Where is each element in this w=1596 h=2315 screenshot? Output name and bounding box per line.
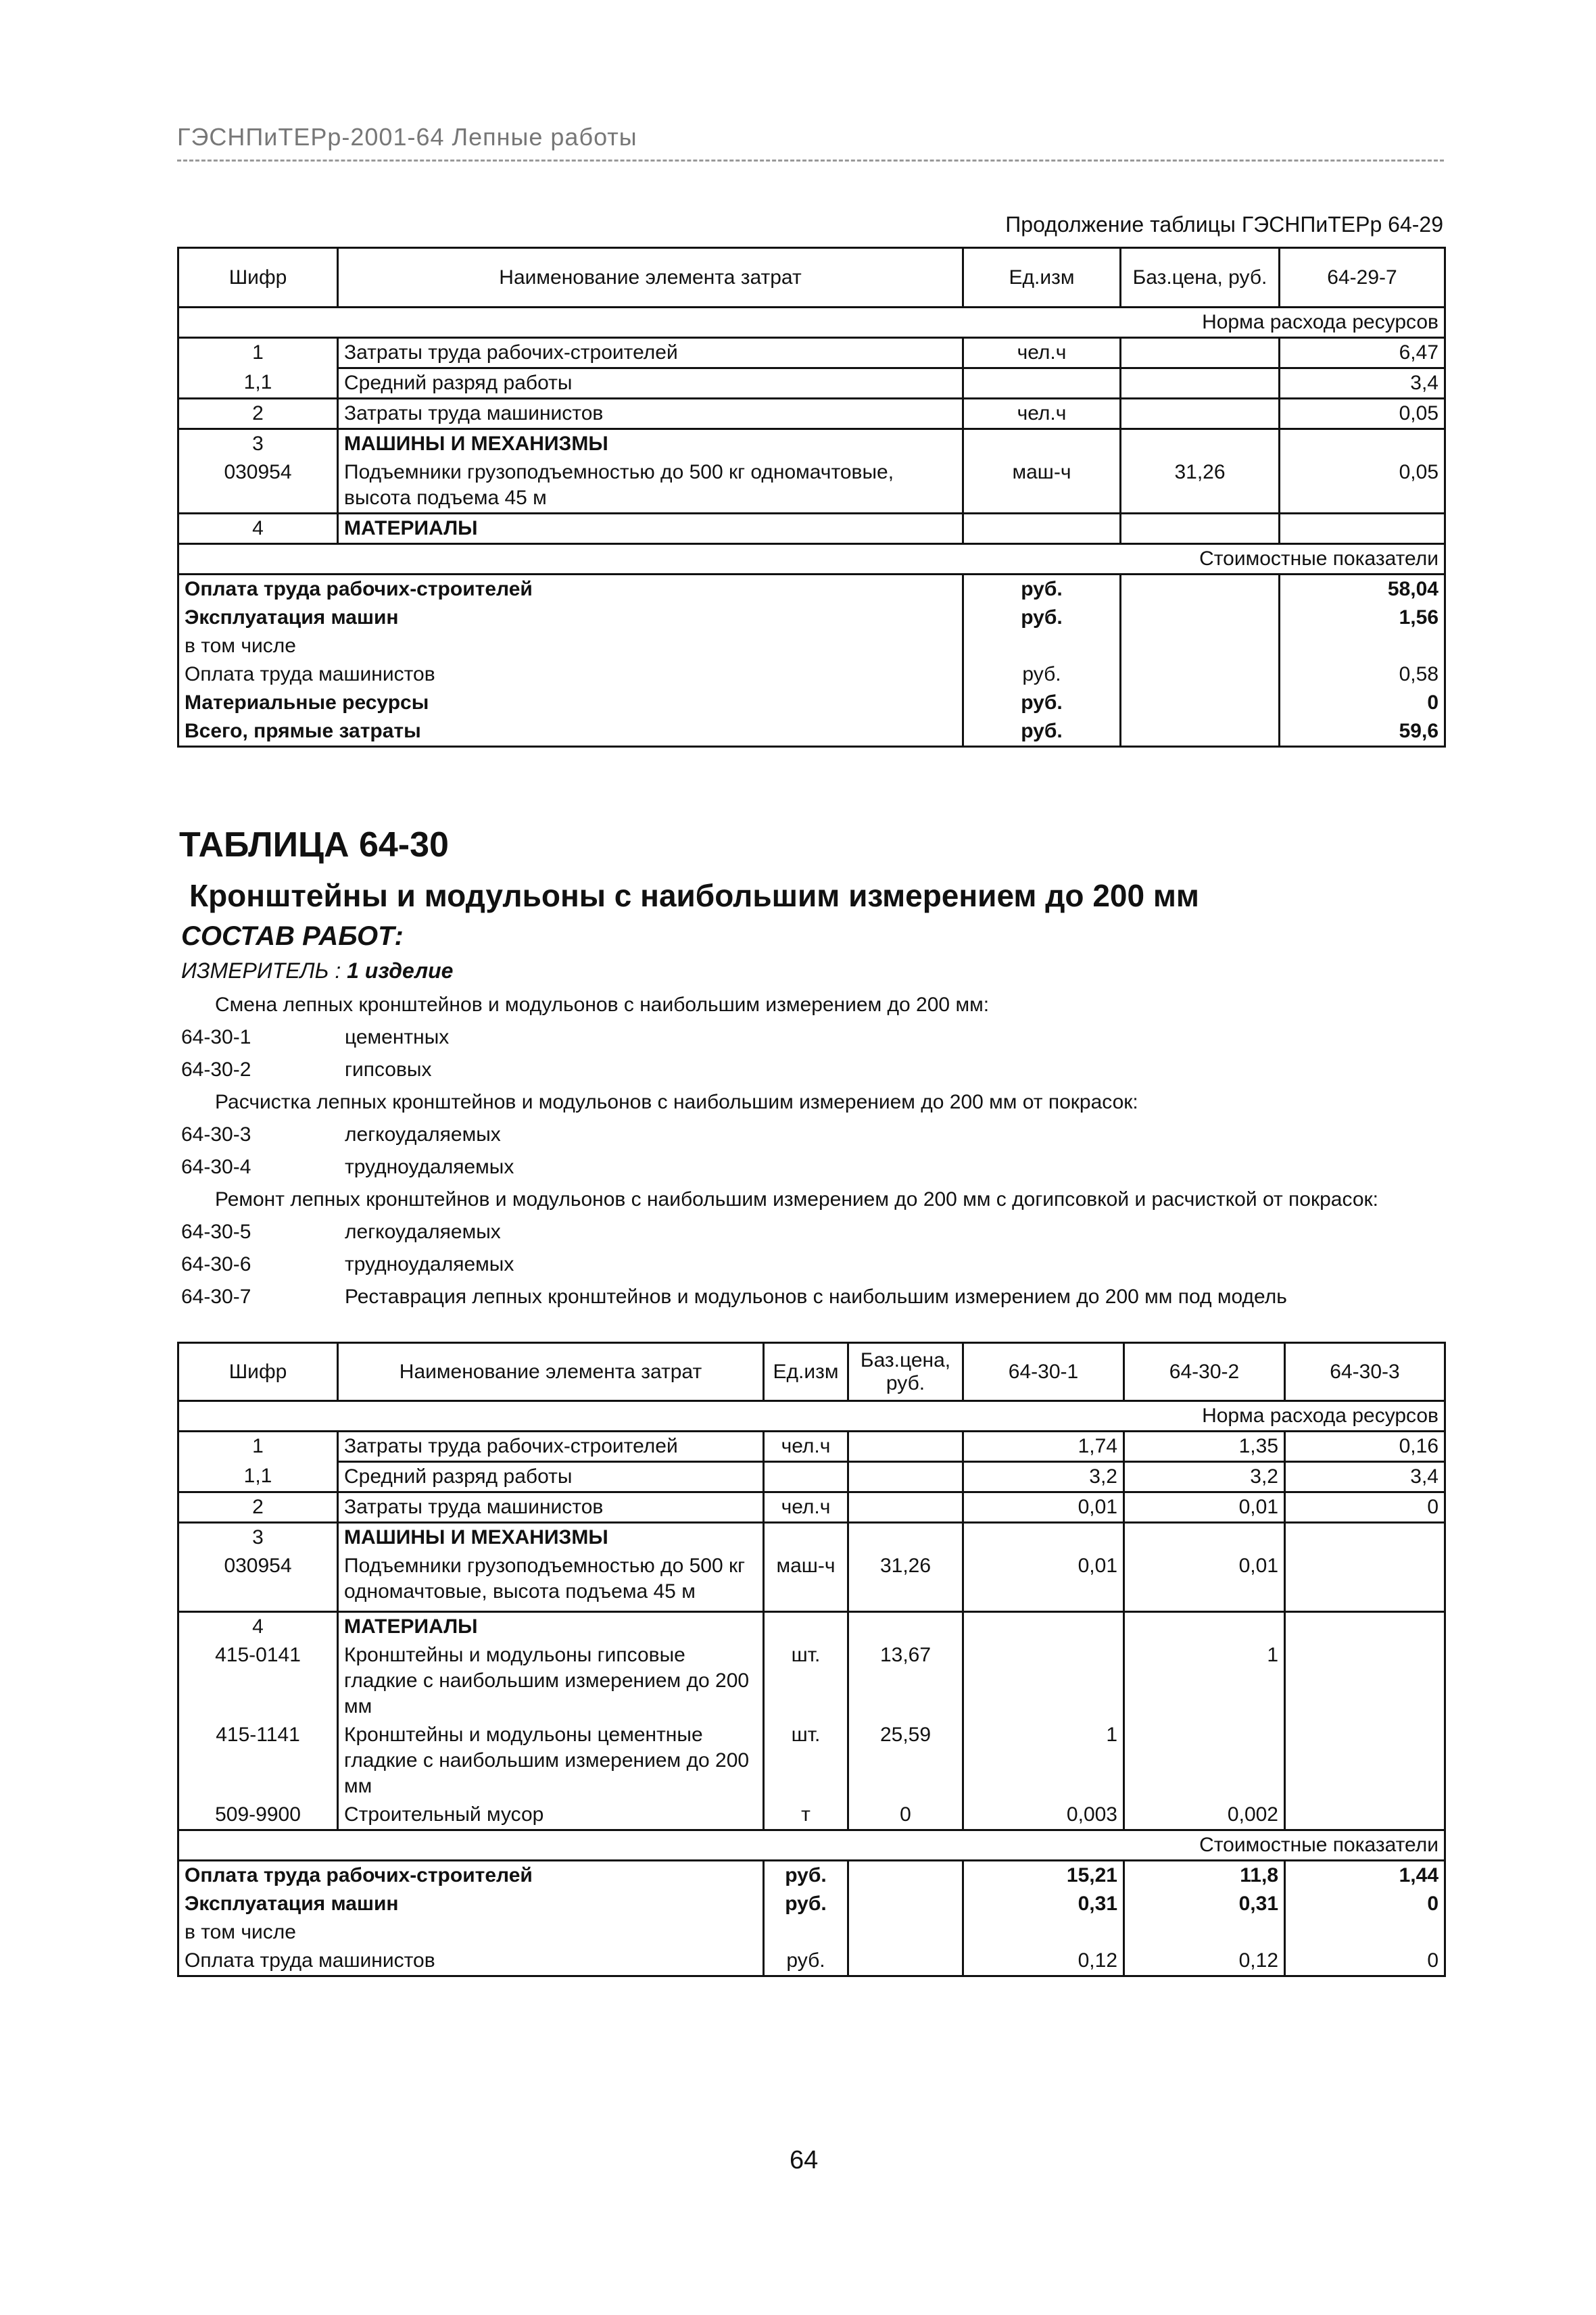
row-value: 0,01 bbox=[963, 1552, 1124, 1611]
cost-value: 1,44 bbox=[1285, 1860, 1445, 1890]
table-header-row bbox=[178, 248, 1445, 308]
table-row bbox=[178, 338, 1445, 368]
row-unit bbox=[963, 514, 1121, 544]
meter-label: ИЗМЕРИТЕЛЬ : bbox=[181, 958, 341, 983]
header-base-price: Баз.цена, руб. bbox=[848, 1343, 963, 1401]
row-price: 31,26 bbox=[848, 1552, 963, 1611]
row-value: 3,4 bbox=[1280, 368, 1445, 399]
table-row bbox=[178, 1552, 1445, 1611]
work-code: 64-30-7 bbox=[181, 1286, 251, 1308]
cost-unit: руб. bbox=[764, 1947, 848, 1976]
cost-label-row bbox=[178, 1830, 1445, 1860]
row-price bbox=[1121, 399, 1280, 429]
row-name: МАТЕРИАЛЫ bbox=[338, 1611, 764, 1641]
row-price bbox=[848, 1492, 963, 1523]
row-code: 1,1 bbox=[178, 368, 338, 399]
row-value: 3,2 bbox=[963, 1462, 1124, 1492]
header-unit: Ед.изм bbox=[764, 1343, 848, 1401]
table-subtitle: Кронштейны и модульоны с наибольшим измерением до 200 мм bbox=[189, 878, 1199, 913]
cost-unit bbox=[764, 1918, 848, 1947]
row-value bbox=[1285, 1641, 1445, 1721]
row-name: Кронштейны и модульоны гипсовые гладкие с наибольшим измерением до 200 мм bbox=[338, 1641, 764, 1721]
cost-value: 58,04 bbox=[1280, 575, 1445, 604]
row-value: 3,4 bbox=[1285, 1462, 1445, 1492]
row-value bbox=[1285, 1523, 1445, 1553]
cost-value: 0,58 bbox=[1280, 660, 1445, 689]
cost-name: Оплата труда рабочих-строителей bbox=[178, 575, 963, 604]
row-price bbox=[1121, 514, 1280, 544]
row-name: МАТЕРИАЛЫ bbox=[338, 514, 963, 544]
work-code: 64-30-2 bbox=[181, 1058, 251, 1081]
row-value: 0,16 bbox=[1285, 1432, 1445, 1462]
row-unit: чел.ч bbox=[764, 1432, 848, 1462]
cost-value bbox=[1280, 632, 1445, 660]
header-code: Шифр bbox=[178, 1343, 338, 1401]
table-64-30 bbox=[177, 1342, 1446, 1977]
work-heading: СОСТАВ РАБОТ: bbox=[181, 921, 404, 951]
cost-value: 0,12 bbox=[1124, 1947, 1285, 1976]
work-desc: легкоудаляемых bbox=[345, 1123, 501, 1146]
table-64-29 bbox=[177, 247, 1446, 748]
header-col-64-30-1: 64-30-1 bbox=[963, 1343, 1124, 1401]
cost-row bbox=[178, 632, 1445, 660]
cost-unit: руб. bbox=[963, 604, 1121, 632]
row-code: 1,1 bbox=[178, 1462, 338, 1492]
row-name: МАШИНЫ И МЕХАНИЗМЫ bbox=[338, 429, 963, 459]
row-value bbox=[963, 1641, 1124, 1721]
row-code: 1 bbox=[178, 1432, 338, 1462]
cost-name: Оплата труда машинистов bbox=[178, 1947, 764, 1976]
row-name: Подъемники грузоподъемностью до 500 кг одномачтовые, высота подъема 45 м bbox=[338, 1552, 764, 1611]
row-unit: маш-ч bbox=[764, 1552, 848, 1611]
row-unit: чел.ч bbox=[963, 399, 1121, 429]
row-code: 415-1141 bbox=[178, 1721, 338, 1801]
row-value: 1,74 bbox=[963, 1432, 1124, 1462]
cost-unit bbox=[963, 632, 1121, 660]
cost-value bbox=[963, 1918, 1124, 1947]
row-unit: маш-ч bbox=[963, 458, 1121, 514]
table-row bbox=[178, 514, 1445, 544]
row-value: 0,01 bbox=[1124, 1492, 1285, 1523]
cost-value: 0 bbox=[1285, 1890, 1445, 1918]
cost-row bbox=[178, 575, 1445, 604]
row-value: 0,01 bbox=[963, 1492, 1124, 1523]
cost-value: 1,56 bbox=[1280, 604, 1445, 632]
header-name: Наименование элемента затрат bbox=[338, 1343, 764, 1401]
row-value: 3,2 bbox=[1124, 1462, 1285, 1492]
cost-value: 15,21 bbox=[963, 1860, 1124, 1890]
row-value bbox=[1280, 514, 1445, 544]
row-price: 31,26 bbox=[1121, 458, 1280, 514]
row-price bbox=[848, 1523, 963, 1553]
table-row bbox=[178, 429, 1445, 459]
row-unit: шт. bbox=[764, 1721, 848, 1801]
row-value bbox=[1285, 1721, 1445, 1801]
norm-label-row bbox=[178, 1401, 1445, 1432]
row-unit bbox=[764, 1462, 848, 1492]
row-value: 0,002 bbox=[1124, 1801, 1285, 1830]
cost-label: Стоимостные показатели bbox=[178, 1830, 1445, 1860]
row-unit bbox=[764, 1523, 848, 1553]
row-code: 509-9900 bbox=[178, 1801, 338, 1830]
cost-name: Эксплуатация машин bbox=[178, 604, 963, 632]
header-col-64-29-7: 64-29-7 bbox=[1280, 248, 1445, 308]
row-code: 030954 bbox=[178, 458, 338, 514]
row-value: 0,05 bbox=[1280, 458, 1445, 514]
row-code: 1 bbox=[178, 338, 338, 368]
row-value bbox=[1285, 1801, 1445, 1830]
cost-name: Оплата труда рабочих-строителей bbox=[178, 1860, 764, 1890]
work-group-heading: Ремонт лепных кронштейнов и модульонов с наибольшим измерением до 200 мм с догипсовкой и расчисткой от покрасок: bbox=[215, 1188, 1378, 1211]
cost-name: Эксплуатация машин bbox=[178, 1890, 764, 1918]
row-unit: т bbox=[764, 1801, 848, 1830]
row-name: Затраты труда рабочих-строителей bbox=[338, 1432, 764, 1462]
table-row bbox=[178, 1641, 1445, 1721]
table-row bbox=[178, 1801, 1445, 1830]
cost-value: 0 bbox=[1285, 1947, 1445, 1976]
row-name: Затраты труда машинистов bbox=[338, 1492, 764, 1523]
row-value: 1 bbox=[963, 1721, 1124, 1801]
row-code: 4 bbox=[178, 514, 338, 544]
work-code: 64-30-4 bbox=[181, 1156, 251, 1178]
row-price: 0 bbox=[848, 1801, 963, 1830]
cost-value: 0 bbox=[1280, 689, 1445, 717]
row-value bbox=[1280, 429, 1445, 459]
row-unit: чел.ч bbox=[764, 1492, 848, 1523]
row-code: 4 bbox=[178, 1611, 338, 1641]
row-value: 1 bbox=[1124, 1641, 1285, 1721]
work-code: 64-30-1 bbox=[181, 1026, 251, 1048]
table-header-row bbox=[178, 1343, 1445, 1401]
cost-name: в том числе bbox=[178, 632, 963, 660]
work-desc: гипсовых bbox=[345, 1058, 432, 1081]
cost-unit: руб. bbox=[963, 717, 1121, 747]
cost-value: 0,12 bbox=[963, 1947, 1124, 1976]
row-code: 030954 bbox=[178, 1552, 338, 1611]
work-code: 64-30-5 bbox=[181, 1221, 251, 1243]
table-row bbox=[178, 1523, 1445, 1553]
cost-value bbox=[1124, 1918, 1285, 1947]
row-value: 0,003 bbox=[963, 1801, 1124, 1830]
cost-row bbox=[178, 604, 1445, 632]
work-desc: трудноудаляемых bbox=[345, 1156, 514, 1178]
header-col-64-30-2: 64-30-2 bbox=[1124, 1343, 1285, 1401]
cost-value bbox=[1285, 1918, 1445, 1947]
norm-label-row bbox=[178, 308, 1445, 338]
row-price bbox=[1121, 368, 1280, 399]
header-col-64-30-3: 64-30-3 bbox=[1285, 1343, 1445, 1401]
work-desc: Реставрация лепных кронштейнов и модульонов с наибольшим измерением до 200 мм под модель bbox=[345, 1286, 1287, 1308]
meter-line bbox=[181, 958, 453, 983]
row-unit bbox=[963, 368, 1121, 399]
work-desc: цементных bbox=[345, 1026, 450, 1048]
cost-unit: руб. bbox=[764, 1860, 848, 1890]
table-row bbox=[178, 1492, 1445, 1523]
cost-row bbox=[178, 660, 1445, 689]
row-unit bbox=[764, 1611, 848, 1641]
row-price bbox=[848, 1462, 963, 1492]
cost-name: Всего, прямые затраты bbox=[178, 717, 963, 747]
row-value bbox=[963, 1523, 1124, 1553]
cost-row bbox=[178, 717, 1445, 747]
row-price: 13,67 bbox=[848, 1641, 963, 1721]
cost-name: Оплата труда машинистов bbox=[178, 660, 963, 689]
row-price bbox=[1121, 429, 1280, 459]
row-value bbox=[963, 1611, 1124, 1641]
row-value: 0,05 bbox=[1280, 399, 1445, 429]
row-name: Средний разряд работы bbox=[338, 368, 963, 399]
table-row bbox=[178, 458, 1445, 514]
cost-row bbox=[178, 1860, 1445, 1890]
row-name: Строительный мусор bbox=[338, 1801, 764, 1830]
work-group-heading: Расчистка лепных кронштейнов и модульонов с наибольшим измерением до 200 мм от покрасок: bbox=[215, 1091, 1138, 1113]
cost-value: 0,31 bbox=[963, 1890, 1124, 1918]
row-price bbox=[848, 1611, 963, 1641]
work-group-heading: Смена лепных кронштейнов и модульонов с наибольшим измерением до 200 мм: bbox=[215, 994, 990, 1016]
running-header: ГЭСНПиТЕРр-2001-64 Лепные работы bbox=[177, 123, 637, 151]
cost-name: Материальные ресурсы bbox=[178, 689, 963, 717]
work-desc: легкоудаляемых bbox=[345, 1221, 501, 1243]
cost-row bbox=[178, 1918, 1445, 1947]
row-value: 1,35 bbox=[1124, 1432, 1285, 1462]
cost-row bbox=[178, 1890, 1445, 1918]
row-value bbox=[1124, 1721, 1285, 1801]
row-name: Затраты труда машинистов bbox=[338, 399, 963, 429]
table-row bbox=[178, 1721, 1445, 1801]
work-desc: трудноудаляемых bbox=[345, 1253, 514, 1275]
table-row bbox=[178, 1611, 1445, 1641]
row-name: Подъемники грузоподъемностью до 500 кг одномачтовые, высота подъема 45 м bbox=[338, 458, 963, 514]
cost-label-row bbox=[178, 544, 1445, 575]
norm-label: Норма расхода ресурсов bbox=[178, 308, 1445, 338]
work-code: 64-30-6 bbox=[181, 1253, 251, 1275]
cost-unit: руб. bbox=[963, 689, 1121, 717]
header-rule bbox=[177, 160, 1444, 162]
row-code: 415-0141 bbox=[178, 1641, 338, 1721]
row-unit: чел.ч bbox=[963, 338, 1121, 368]
header-code: Шифр bbox=[178, 248, 338, 308]
cost-unit: руб. bbox=[963, 575, 1121, 604]
row-value: 0 bbox=[1285, 1492, 1445, 1523]
row-value: 6,47 bbox=[1280, 338, 1445, 368]
row-code: 2 bbox=[178, 399, 338, 429]
table-row bbox=[178, 1462, 1445, 1492]
table-title: ТАБЛИЦА 64-30 bbox=[179, 825, 449, 864]
row-unit: шт. bbox=[764, 1641, 848, 1721]
table-row bbox=[178, 399, 1445, 429]
continuation-label: Продолжение таблицы ГЭСНПиТЕРр 64-29 bbox=[1005, 212, 1443, 237]
row-code: 3 bbox=[178, 1523, 338, 1553]
row-value bbox=[1285, 1611, 1445, 1641]
row-name: Средний разряд работы bbox=[338, 1462, 764, 1492]
cost-value: 59,6 bbox=[1280, 717, 1445, 747]
cost-name: в том числе bbox=[178, 1918, 764, 1947]
row-price bbox=[1121, 338, 1280, 368]
row-code: 2 bbox=[178, 1492, 338, 1523]
row-unit bbox=[963, 429, 1121, 459]
cost-row bbox=[178, 689, 1445, 717]
cost-row bbox=[178, 1947, 1445, 1976]
row-name: Затраты труда рабочих-строителей bbox=[338, 338, 963, 368]
row-value bbox=[1124, 1611, 1285, 1641]
row-code: 3 bbox=[178, 429, 338, 459]
row-name: Кронштейны и модульоны цементные гладкие с наибольшим измерением до 200 мм bbox=[338, 1721, 764, 1801]
meter-value: 1 изделие bbox=[347, 958, 454, 983]
page-number: 64 bbox=[790, 2146, 819, 2174]
cost-unit: руб. bbox=[963, 660, 1121, 689]
row-value: 0,01 bbox=[1124, 1552, 1285, 1611]
cost-value: 0,31 bbox=[1124, 1890, 1285, 1918]
row-value bbox=[1124, 1523, 1285, 1553]
row-price bbox=[848, 1432, 963, 1462]
table-row bbox=[178, 1432, 1445, 1462]
row-price: 25,59 bbox=[848, 1721, 963, 1801]
cost-label: Стоимостные показатели bbox=[178, 544, 1445, 575]
row-name: МАШИНЫ И МЕХАНИЗМЫ bbox=[338, 1523, 764, 1553]
work-code: 64-30-3 bbox=[181, 1123, 251, 1146]
cost-unit: руб. bbox=[764, 1890, 848, 1918]
header-base-price: Баз.цена, руб. bbox=[1121, 248, 1280, 308]
header-unit: Ед.изм bbox=[963, 248, 1121, 308]
header-name: Наименование элемента затрат bbox=[338, 248, 963, 308]
table-row bbox=[178, 368, 1445, 399]
row-value bbox=[1285, 1552, 1445, 1611]
norm-label: Норма расхода ресурсов bbox=[178, 1401, 1445, 1432]
cost-value: 11,8 bbox=[1124, 1860, 1285, 1890]
